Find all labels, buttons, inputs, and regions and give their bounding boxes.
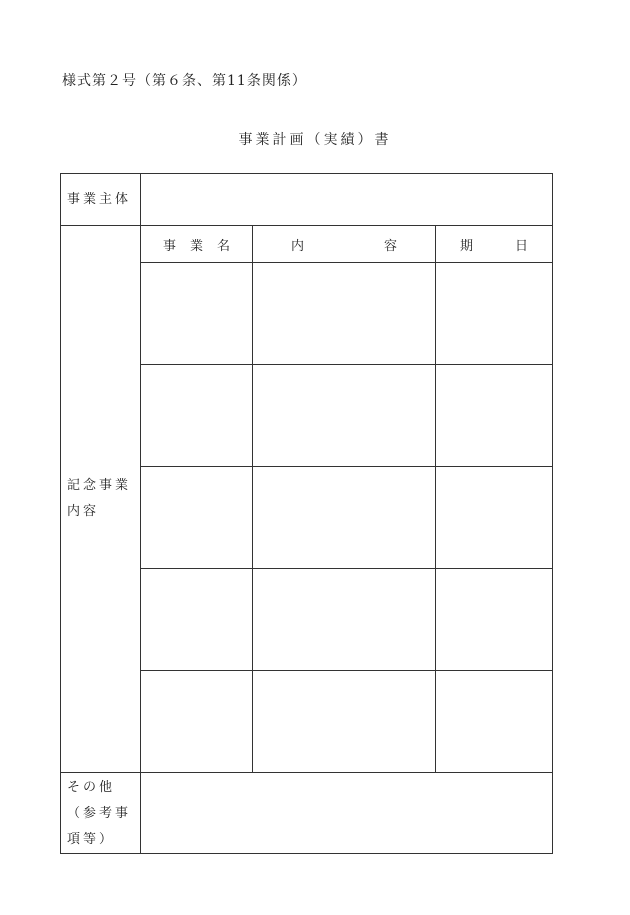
event-content-cell[interactable] [253,467,436,569]
other-label-line3: 項等） [67,832,116,847]
event-name-cell[interactable] [141,671,253,773]
event-date-cell[interactable] [436,263,553,365]
event-date-cell[interactable] [436,569,553,671]
column-header-content [253,226,436,263]
col-name-char-1: 事 [163,238,177,254]
event-content-cell[interactable] [253,263,436,365]
col-content-char-2: 容 [383,238,397,254]
event-name-cell[interactable] [141,569,253,671]
other-field[interactable] [141,773,553,854]
col-name-char-2: 業 [189,238,203,254]
other-label [61,773,141,854]
event-content-cell[interactable] [253,569,436,671]
document-title: 事業計画（実績）書 [238,132,392,148]
event-content-cell[interactable] [253,365,436,467]
events-label-line1: 記念事業 [67,478,132,493]
events-label-line2: 内容 [67,504,100,519]
other-label-line2: （参考事 [67,806,132,821]
col-name-char-3: 名 [216,238,230,254]
col-content-char-1: 内 [291,238,305,254]
col-date-char-1: 期 [460,238,474,254]
event-date-cell[interactable] [436,671,553,773]
event-name-cell[interactable] [141,467,253,569]
entity-field[interactable] [141,174,553,226]
column-header-date [436,226,553,263]
events-label [61,226,141,773]
entity-label: 事業主体 [61,174,141,226]
event-content-cell[interactable] [253,671,436,773]
event-name-cell[interactable] [141,365,253,467]
column-header-name [141,226,253,263]
form-number: 様式第２号（第６条、第11条関係） [62,73,307,89]
col-date-char-2: 日 [514,238,528,254]
business-plan-form [60,173,553,854]
event-date-cell[interactable] [436,467,553,569]
event-date-cell[interactable] [436,365,553,467]
other-label-line1: その他 [67,780,116,795]
event-name-cell[interactable] [141,263,253,365]
